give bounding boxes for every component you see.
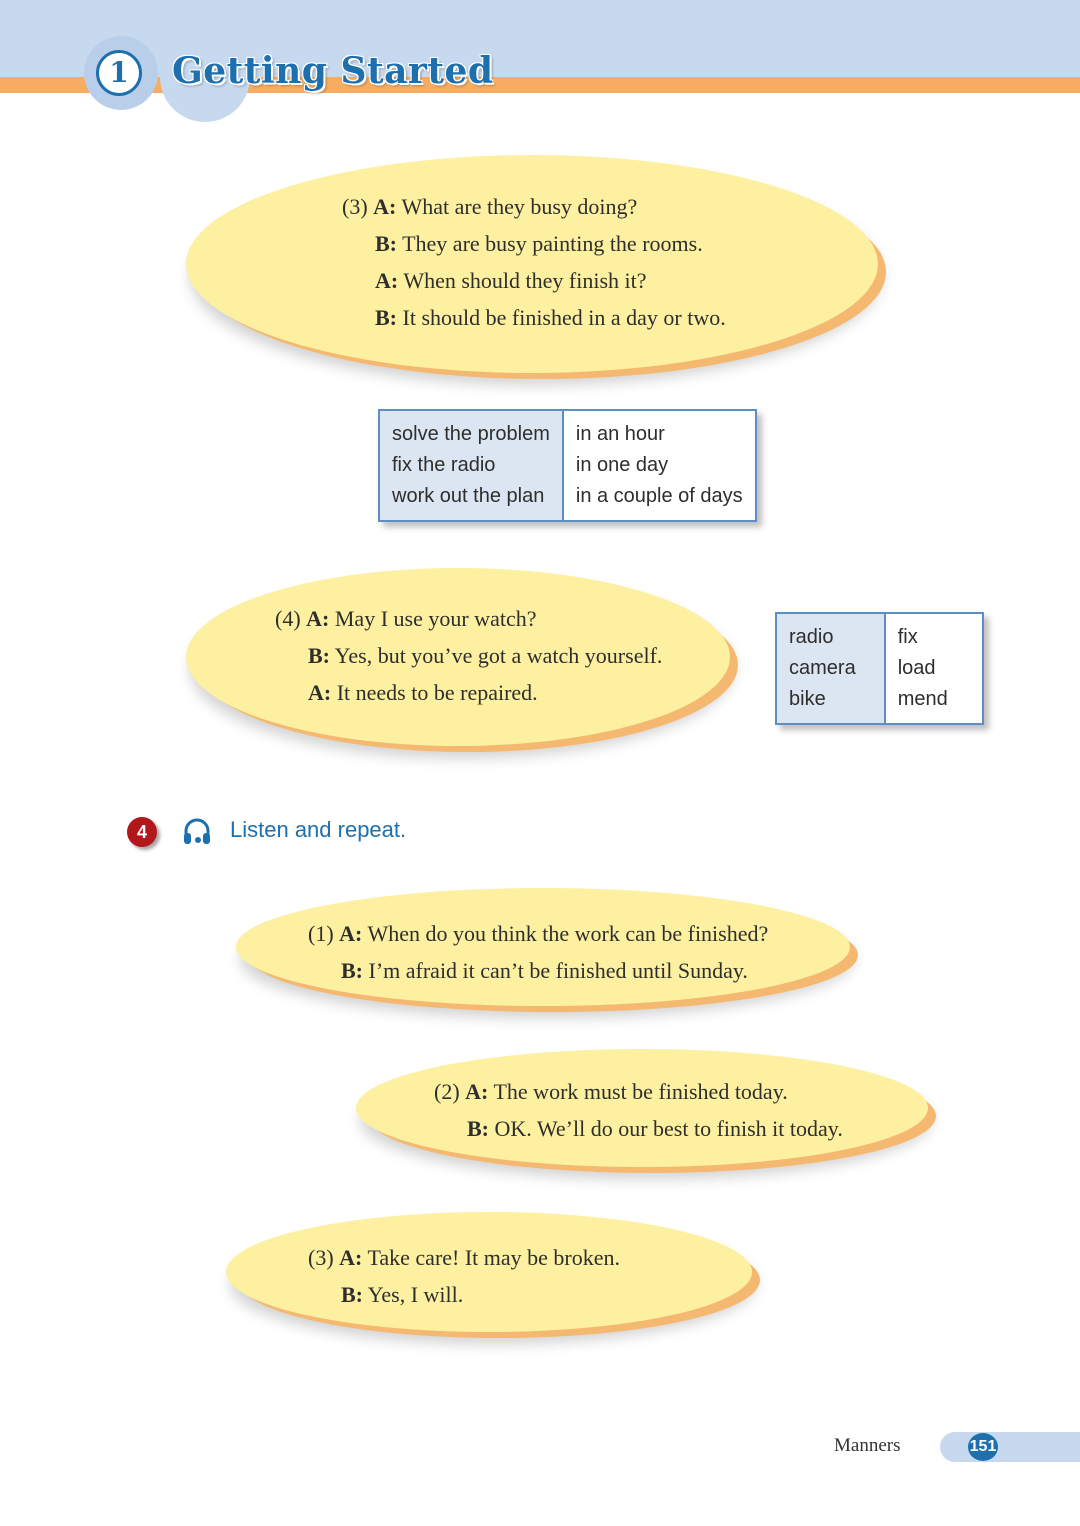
dialogue-3 (342, 188, 726, 336)
dialogue-number: (4) (275, 606, 301, 631)
dialogue-line (308, 1239, 620, 1276)
section-title: Getting Started (172, 50, 494, 92)
dialogue-number: (1) (308, 921, 334, 946)
dialogue-line (308, 915, 768, 952)
dialogue-text: It needs to be repaired. (331, 680, 538, 705)
table-column (379, 410, 563, 521)
speaker-label: B: (341, 958, 363, 983)
dialogue-line (308, 952, 768, 989)
dialogue-text: When do you think the work can be finished? (362, 921, 769, 946)
page-number: 151 (968, 1433, 998, 1461)
dialogue-text: It should be finished in a day or two. (397, 305, 726, 330)
dialogue-text: OK. We’ll do our best to finish it today. (489, 1116, 843, 1141)
table-column (776, 613, 885, 724)
table-item: radio (789, 626, 834, 648)
dialogue-text: Yes, I will. (363, 1282, 464, 1307)
dialogue-line (275, 637, 662, 674)
speaker-label: A: (373, 194, 397, 219)
dialogue-s4-3 (308, 1239, 620, 1313)
dialogue-line (342, 299, 726, 336)
speaker-label: B: (341, 1282, 363, 1307)
headphones-icon[interactable] (181, 816, 213, 848)
speaker-label: A: (465, 1079, 489, 1104)
dialogue-line (275, 600, 662, 637)
dialogue-number: (3) (342, 194, 368, 219)
dialogue-line (308, 1276, 620, 1313)
exercise-instruction: Listen and repeat. (230, 817, 407, 842)
table-item: camera (789, 657, 856, 679)
dialogue-s4-2 (434, 1073, 843, 1147)
dialogue-line (434, 1110, 843, 1147)
speaker-label: A: (308, 680, 332, 705)
substitution-table-1 (378, 409, 757, 522)
dialogue-line (275, 674, 662, 711)
table-item: in a couple of days (575, 485, 743, 507)
speaker-label: B: (308, 643, 330, 668)
dialogue-line (434, 1073, 843, 1110)
table-item: bike (789, 688, 826, 710)
dialogue-text: May I use your watch? (329, 606, 537, 631)
table-item: solve the problem (392, 423, 550, 445)
dialogue-text: What are they busy doing? (396, 194, 638, 219)
table-item: fix (897, 626, 918, 648)
dialogue-text: Yes, but you’ve got a watch yourself. (330, 643, 663, 668)
table-item: work out the plan (392, 485, 545, 507)
dialogue-text: Take care! It may be broken. (362, 1245, 621, 1270)
dialogue-text: The work must be finished today. (488, 1079, 788, 1104)
speaker-label: B: (375, 231, 397, 256)
table-item: fix the radio (392, 454, 496, 476)
table-item: load (897, 657, 936, 679)
exercise-number-badge: 4 (127, 817, 157, 847)
unit-name: Manners (834, 1435, 901, 1456)
speaker-label: A: (306, 606, 330, 631)
dialogue-number: (2) (434, 1079, 460, 1104)
table-column (563, 410, 756, 521)
table-item: in an hour (575, 423, 665, 445)
dialogue-4 (275, 600, 662, 711)
dialogue-line (342, 225, 726, 262)
dialogue-line (342, 262, 726, 299)
section-number-badge: 1 (96, 50, 142, 96)
dialogue-line (342, 188, 726, 225)
table-item: mend (897, 688, 948, 710)
substitution-table-2 (775, 612, 984, 725)
dialogue-text: I’m afraid it can’t be finished until Sunday. (363, 958, 748, 983)
dialogue-number: (3) (308, 1245, 334, 1270)
dialogue-text: When should they finish it? (398, 268, 647, 293)
dialogue-s4-1 (308, 915, 768, 989)
speaker-label: B: (375, 305, 397, 330)
table-column (885, 613, 983, 724)
speaker-label: B: (467, 1116, 489, 1141)
speaker-label: A: (339, 1245, 363, 1270)
speaker-label: A: (339, 921, 363, 946)
footer-band (940, 1432, 1080, 1462)
dialogue-text: They are busy painting the rooms. (397, 231, 703, 256)
speaker-label: A: (375, 268, 399, 293)
table-item: in one day (575, 454, 669, 476)
